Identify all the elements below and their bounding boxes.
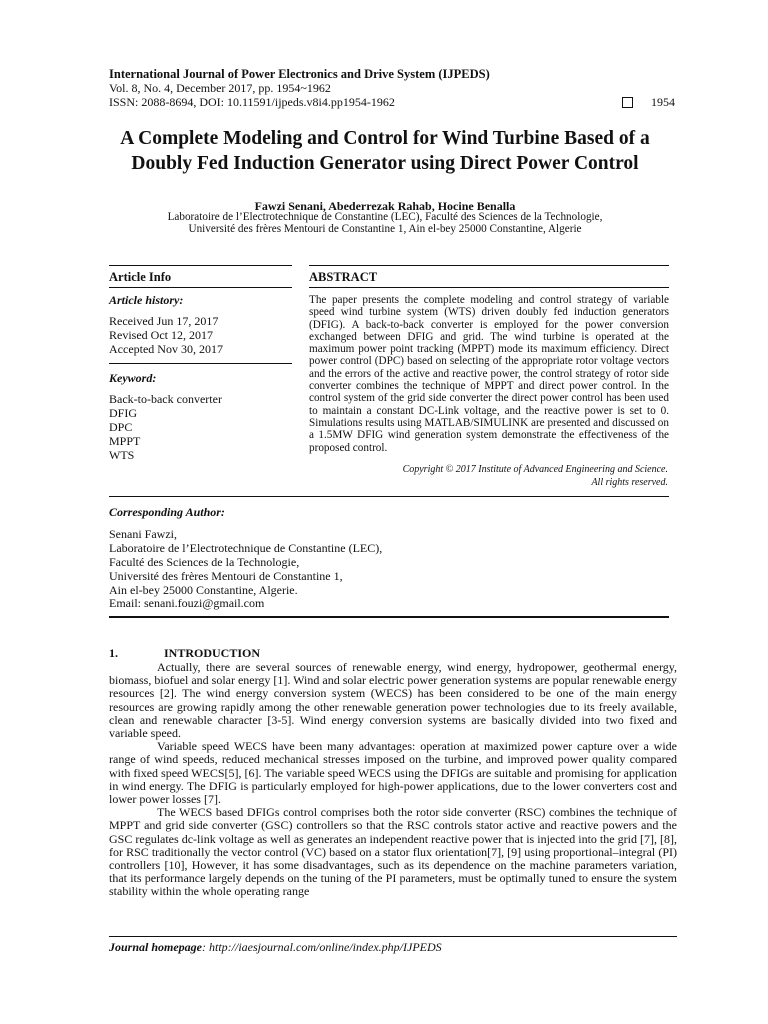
article-history-label: Article history: bbox=[109, 293, 184, 307]
section-number: 1. bbox=[109, 646, 118, 660]
keyword-item: WTS bbox=[109, 448, 135, 462]
paper-title bbox=[80, 126, 690, 176]
corresponding-line: Laboratoire de l’Electrotechnique de Constantine (LEC), bbox=[109, 541, 383, 555]
section-heading bbox=[109, 646, 260, 661]
journal-homepage: Journal homepage: http://iaesjournal.com/online/index.php/IJPEDS bbox=[109, 940, 442, 954]
info-top-rule bbox=[109, 265, 292, 266]
corresponding-line: Ain el-bey 25000 Constantine, Algerie. bbox=[109, 583, 298, 597]
copyright-line-1: Copyright © 2017 Institute of Advanced Engineering and Science. bbox=[402, 464, 668, 475]
journal-name: International Journal of Power Electronics and Drive System (IJPEDS) bbox=[109, 67, 490, 81]
homepage-url[interactable]: http://iaesjournal.com/online/index.php/IJPEDS bbox=[209, 940, 442, 954]
paragraph: The WECS based DFIGs control comprises both the rotor side converter (RSC) combines the technique of MPPT and grid side converter (GSC) controllers so that the RSC controls stator active and reactive powers and the GSC regulates dc-link voltage as well as generates an independent reactive power that is injected into the grid [7], [8], for RSC traditionally the vector control (VC) based on a stator flux orientation[7], [9] using proportional–integral (PI) controllers [10], However, it has some disadvantages, such as its dependence on the machine parameters variation, that its performance largely depends on the tuning of the PI parameters, must be optimally tuned to ensure the system stability within the whole operating range bbox=[109, 805, 677, 899]
title-line-2: Doubly Fed Induction Generator using Direct Power Control bbox=[131, 153, 639, 174]
abstract-header-rule bbox=[309, 287, 669, 288]
affiliation-line-1: Laboratoire de l’Electrotechnique de Constantine (LEC), Faculté des Sciences de la Technologie, bbox=[167, 211, 603, 223]
paragraph: Actually, there are several sources of renewable energy, wind energy, hydropower, geothermal energy, biomass, biofuel and solar energy [1]. Wind and solar electric power generation systems are popular renewable energy resources [2]. The wind energy conversion system (WECS) has been considered to be one of the main energy resources are growing rapidly among the other renewable generation power technologies due to its freely available, clean and renewable character [3-5]. Wind energy conversion systems are basically divided into two fixed and variable speed. bbox=[109, 660, 677, 741]
keyword-rule bbox=[109, 363, 292, 364]
article-info-heading: Article Info bbox=[109, 270, 172, 284]
corresponding-line: Senani Fawzi, bbox=[109, 527, 177, 541]
info-header-rule bbox=[109, 287, 292, 288]
keyword-item: Back-to-back converter bbox=[109, 392, 222, 406]
received-date: Received Jun 17, 2017 bbox=[109, 314, 219, 328]
keyword-item: MPPT bbox=[109, 434, 141, 448]
authors: Fawzi Senani, Abederrezak Rahab, Hocine Benalla bbox=[254, 199, 516, 213]
abstract-heading: ABSTRACT bbox=[309, 270, 378, 284]
introduction-body bbox=[109, 661, 677, 899]
accepted-date: Accepted Nov 30, 2017 bbox=[109, 342, 223, 356]
revised-date: Revised Oct 12, 2017 bbox=[109, 328, 213, 342]
footer-rule bbox=[109, 936, 677, 937]
corresponding-top-rule bbox=[109, 496, 669, 497]
journal-issn: ISSN: 2088-8694, DOI: 10.11591/ijpeds.v8i4.pp1954-1962 bbox=[109, 95, 395, 109]
abstract-text: The paper presents the complete modeling and control strategy of variable speed wind turbine system (WTS) driven doubly fed induction generators (DFIG). A back-to-back converter is employed for the power conversion exchanged between DFIG and grid. The wind turbine is operated at the maximum power point tracking (MPPT) mode its maximum efficiency. Direct power control (DPC) based on selecting of the appropriate rotor voltage vectors and the errors of the active and reactive power, the control strategy of rotor side converter combines the technique of MPPT and direct power control. In the control system of the grid side converter the direct power control has been used to maintain a constant DC-Link voltage, and the reactive power is set to 0. Simulations results using MATLAB/SIMULINK are presented and discussed on a 1.5MW DFIG wind generation system demonstrate the effectiveness of the proposed control. bbox=[309, 294, 669, 454]
keyword-label: Keyword: bbox=[109, 371, 157, 385]
square-icon bbox=[622, 97, 633, 108]
copyright-line-2: All rights reserved. bbox=[591, 477, 668, 488]
section-title: INTRODUCTION bbox=[164, 646, 261, 660]
journal-volume: Vol. 8, No. 4, December 2017, pp. 1954~1962 bbox=[109, 81, 331, 95]
corresponding-line: Faculté des Sciences de la Technologie, bbox=[109, 555, 300, 569]
paragraph: Variable speed WECS have been many advantages: operation at maximized power capture over a wide range of wind speeds, reduced mechanical stresses imposed on the turbine, and improved power quality compared with fixed speed WECS[5], [6]. The variable speed WECS using the DFIGs are suitable and promising for application in wind energy. The DFIG is particularly employed for high-power applications, due to the lower converters cost and lower power losses [7]. bbox=[109, 739, 677, 807]
abstract-top-rule bbox=[309, 265, 669, 266]
page-number: 1954 bbox=[651, 95, 675, 109]
corresponding-bottom-rule bbox=[109, 616, 669, 618]
corresponding-label: Corresponding Author: bbox=[109, 505, 225, 519]
title-line-1: A Complete Modeling and Control for Wind Turbine Based of a bbox=[120, 128, 650, 149]
corresponding-email: Email: senani.fouzi@gmail.com bbox=[109, 596, 265, 610]
page-number-group bbox=[622, 95, 675, 110]
corresponding-line: Université des frères Mentouri de Constantine 1, bbox=[109, 569, 343, 583]
keyword-item: DFIG bbox=[109, 406, 138, 420]
affiliation-line-2: Université des frères Mentouri de Constantine 1, Ain el-bey 25000 Constantine, Algerie bbox=[188, 223, 582, 235]
homepage-label: Journal homepage bbox=[109, 940, 203, 954]
keyword-item: DPC bbox=[109, 420, 133, 434]
